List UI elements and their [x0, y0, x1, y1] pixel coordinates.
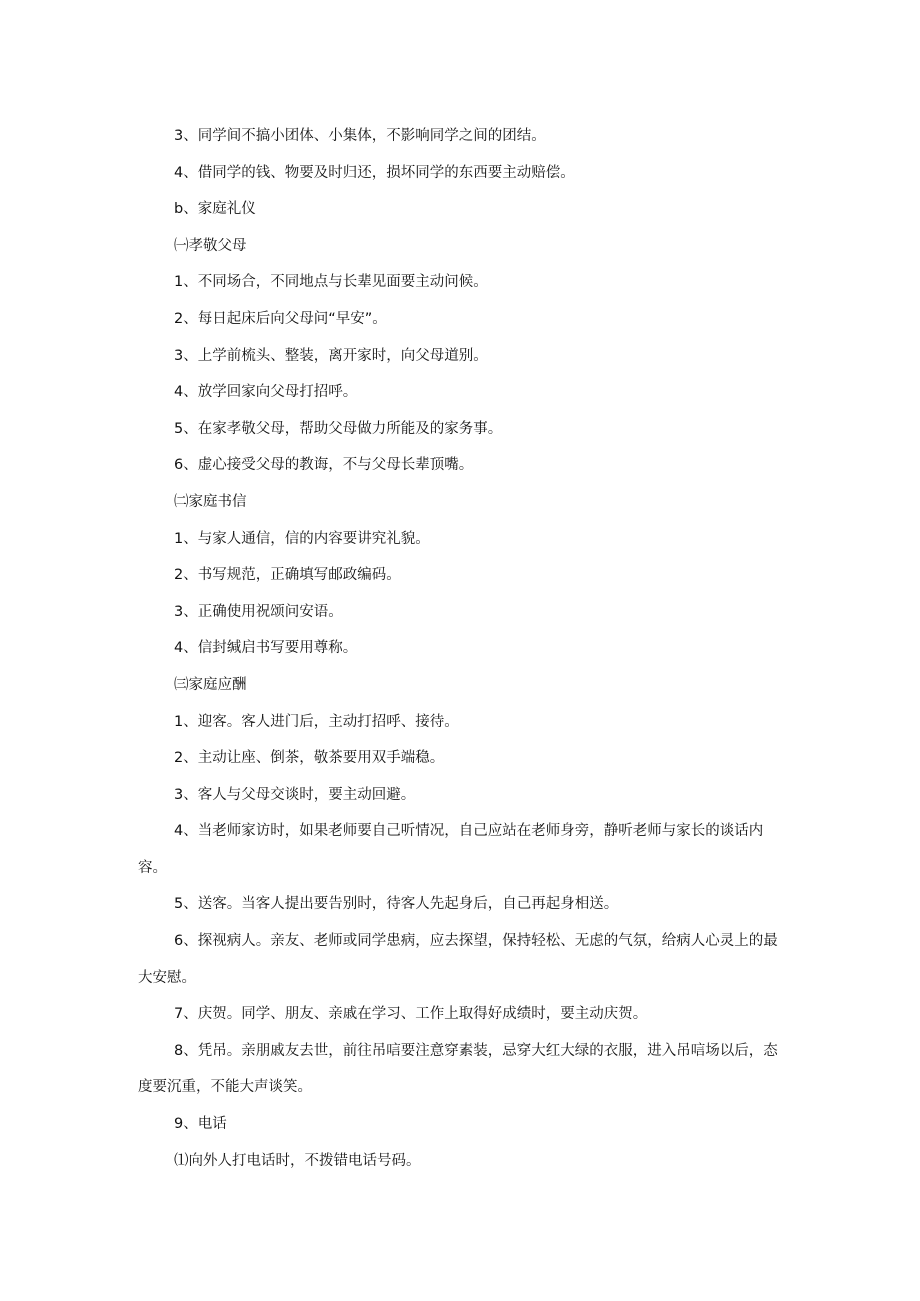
paragraph: 3、正确使用祝颂问安语。 — [174, 603, 343, 620]
paragraph: 2、书写规范，正确填写邮政编码。 — [174, 567, 401, 584]
document-body — [138, 118, 780, 1179]
paragraph: 6、探视病人。亲友、老师或同学患病，应去探望，保持轻松、无虑的气氛，给病人心灵上的最大安慰。 — [138, 933, 778, 986]
section-heading: b、家庭礼仪 — [174, 201, 256, 218]
paragraph: 3、同学间不搞小团体、小集体，不影响同学之间的团结。 — [174, 128, 546, 144]
paragraph: 1、迎客。客人进门后，主动打招呼、接待。 — [174, 713, 459, 730]
subsection-heading: ㈠孝敬父母 — [174, 237, 247, 254]
paragraph: 2、每日起床后向父母问“早安”。 — [174, 310, 387, 327]
paragraph: 1、不同场合，不同地点与长辈见面要主动问候。 — [174, 274, 488, 291]
paragraph: 6、虚心接受父母的教诲，不与父母长辈顶嘴。 — [174, 457, 474, 474]
paragraph: 4、放学回家向父母打招呼。 — [174, 384, 358, 401]
paragraph: ⑴向外人打电话时，不拨错电话号码。 — [174, 1152, 421, 1169]
paragraph: 9、电话 — [174, 1116, 227, 1133]
subsection-heading: ㈡家庭书信 — [174, 493, 247, 510]
paragraph: 4、当老师家访时，如果老师要自己听情况，自己应站在老师身旁，静听老师与家长的谈话内容。 — [138, 823, 764, 876]
paragraph: 3、客人与父母交谈时，要主动回避。 — [174, 786, 416, 803]
paragraph: 8、凭吊。亲朋戚友去世，前往吊唁要注意穿素装，忌穿大红大绿的衣服，进入吊唁场以后，态度要沉重，不能大声谈笑。 — [138, 1042, 778, 1096]
paragraph: 5、送客。当客人提出要告别时，待客人先起身后，自己再起身相送。 — [174, 896, 619, 913]
paragraph: 4、借同学的钱、物要及时归还，损坏同学的东西要主动赔偿。 — [174, 164, 575, 181]
subsection-heading: ㈢家庭应酬 — [174, 676, 247, 693]
paragraph: 5、在家孝敬父母，帮助父母做力所能及的家务事。 — [174, 420, 503, 437]
paragraph: 4、信封缄启书写要用尊称。 — [174, 640, 358, 657]
paragraph: 7、庆贺。同学、朋友、亲戚在学习、工作上取得好成绩时，要主动庆贺。 — [174, 1006, 648, 1023]
paragraph: 1、与家人通信，信的内容要讲究礼貌。 — [174, 530, 430, 547]
paragraph: 3、上学前梳头、整装，离开家时，向父母道别。 — [174, 347, 488, 364]
paragraph: 2、主动让座、倒茶，敬茶要用双手端稳。 — [174, 750, 445, 767]
